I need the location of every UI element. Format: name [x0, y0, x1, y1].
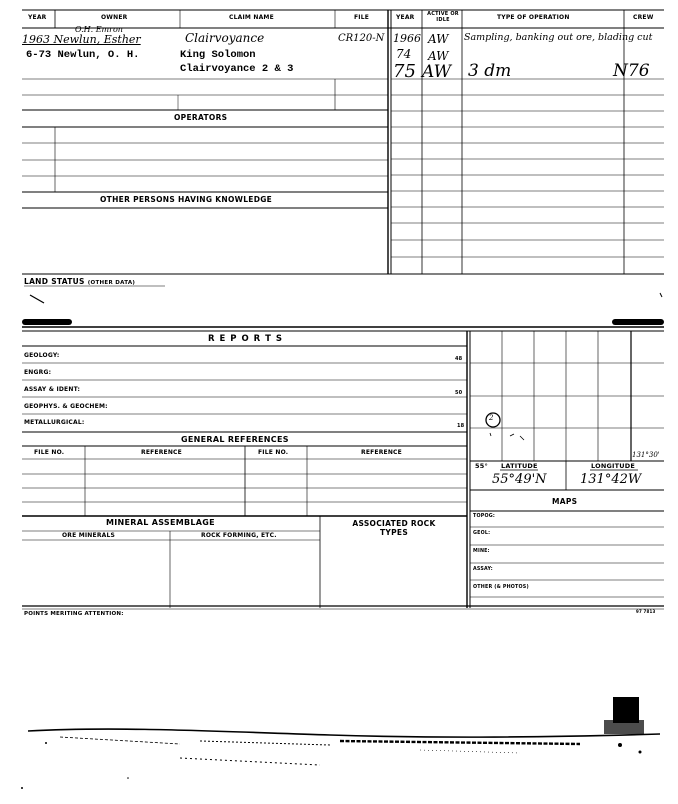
operators-heading: OPERATORS [174, 113, 228, 122]
header-claim-name: CLAIM NAME [229, 14, 274, 21]
op-row-3-status: AW [422, 62, 452, 82]
owner-row-1-claim: Clairvoyance [185, 31, 265, 45]
header-active-or-idle: ACTIVE OR IDLE [427, 11, 459, 23]
maps-other: OTHER (& PHOTOS) [473, 585, 529, 590]
latitude-value: 55°49'N [492, 472, 547, 487]
report-geophys: GEOPHYS. & GEOCHEM: [24, 403, 108, 410]
ref-col-reference-2: REFERENCE [361, 449, 402, 456]
op-row-2-status: AW [428, 49, 449, 63]
latitude-label: LATITUDE [501, 462, 538, 470]
owner-row-3-claim: Clairvoyance 2 & 3 [180, 63, 294, 75]
owner-annotation: O.H. Emron [75, 25, 123, 34]
maps-heading: MAPS [552, 497, 578, 506]
land-status-label-text: LAND STATUS [24, 277, 85, 286]
op-row-3-year: 75 [393, 61, 416, 82]
report-geology-num: 48 [455, 356, 463, 362]
op-row-3-crew: N76 [613, 61, 650, 81]
report-assay-num: 50 [455, 390, 463, 396]
owner-row-1-file: CR120-N [338, 33, 385, 44]
op-row-1-operation: Sampling, banking out ore, blading cut [464, 32, 653, 43]
owner-row-2-claim: King Solomon [180, 49, 256, 61]
header-file: FILE [354, 14, 370, 21]
longitude-label: LONGITUDE [591, 462, 635, 470]
ref-col-reference-1: REFERENCE [141, 449, 182, 456]
report-geology: GEOLOGY: [24, 352, 60, 359]
longitude-value: 131°42W [580, 472, 642, 487]
other-persons-heading: OTHER PERSONS HAVING KNOWLEDGE [100, 195, 273, 204]
mineral-assemblage-heading: MINERAL ASSEMBLAGE [106, 518, 215, 527]
general-references-heading: GENERAL REFERENCES [181, 435, 289, 444]
associated-rock-types-heading: ASSOCIATED ROCK TYPES [352, 519, 436, 537]
header-year-2: YEAR [396, 14, 415, 21]
reports-heading: R E P O R T S [208, 334, 284, 344]
land-status-sublabel: (OTHER DATA) [87, 280, 136, 286]
maps-assay: ASSAY: [473, 567, 493, 572]
maps-topog: TOPOG: [473, 514, 495, 519]
ref-col-file-no-1: FILE NO. [34, 449, 65, 456]
header-owner: OWNER [101, 14, 128, 21]
map-corner-note: 131°30' [632, 451, 660, 459]
circled-mark: 2 [489, 414, 494, 422]
ref-col-file-no-2: FILE NO. [258, 449, 289, 456]
latitude-prefix: 55° [475, 462, 488, 470]
report-metallurgical: METALLURGICAL: [24, 419, 85, 426]
owner-row-1-name: 1963 Newlun, Esther [22, 33, 141, 46]
op-row-1-status: AW [428, 32, 449, 46]
op-row-1-year: 1966 [393, 32, 421, 45]
report-assay: ASSAY & IDENT: [24, 386, 81, 393]
owner-row-2-name: 6-73 Newlun, O. H. [26, 49, 140, 61]
points-meriting-attention: POINTS MERITING ATTENTION: [24, 611, 124, 617]
header-crew: CREW [633, 14, 654, 21]
rock-forming-heading: ROCK FORMING, ETC. [201, 532, 277, 539]
op-row-2-year: 74 [396, 47, 412, 61]
op-row-3-operation: 3 dm [468, 61, 512, 81]
ore-minerals-heading: ORE MINERALS [62, 532, 116, 539]
report-engrg: ENGRG: [24, 369, 52, 376]
header-type-of-operation: TYPE OF OPERATION [497, 14, 570, 21]
maps-mine: MINE: [473, 549, 490, 554]
report-metallurgical-num: 18 [457, 423, 465, 429]
header-year: YEAR [28, 14, 47, 21]
form-number: 97 7813 [636, 609, 656, 614]
maps-geol: GEOL: [473, 531, 491, 536]
land-status-label [24, 278, 135, 287]
